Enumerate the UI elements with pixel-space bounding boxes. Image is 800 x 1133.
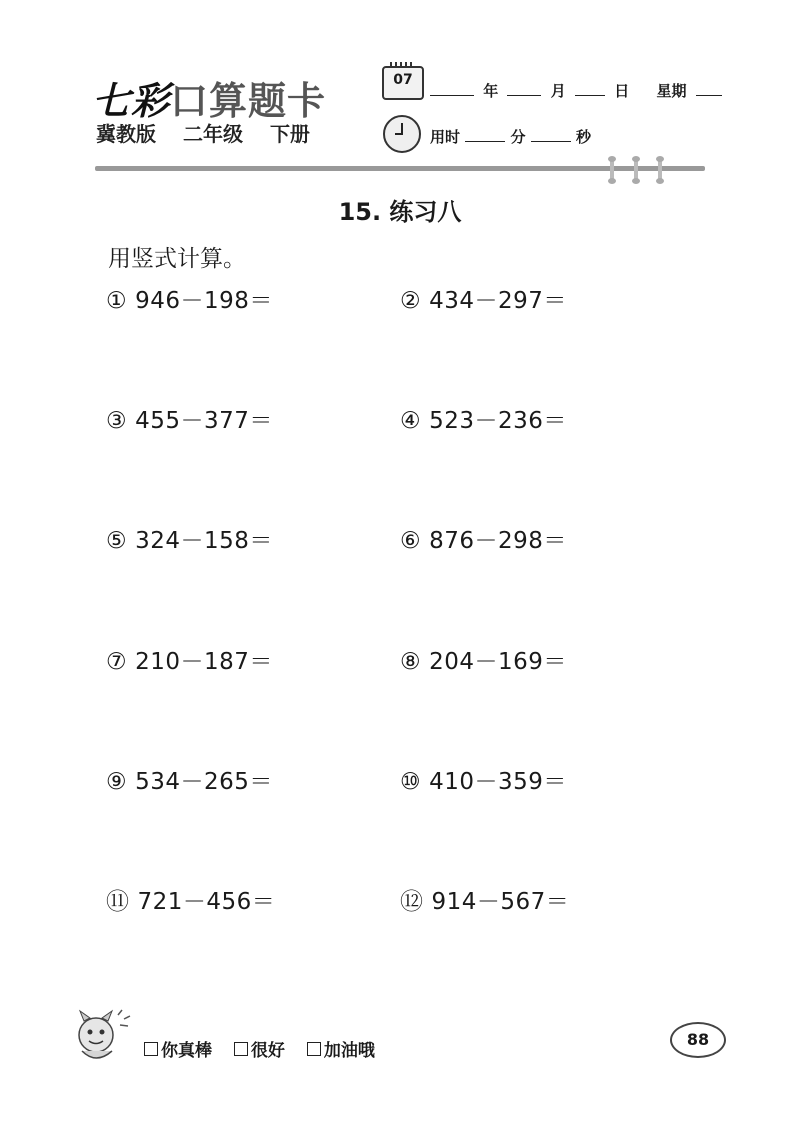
date-fill-row <box>430 80 722 101</box>
rating-label: 你真棒 <box>161 1041 212 1061</box>
problem-number: ⑩ <box>400 769 422 795</box>
problem-expression: 455－377＝ <box>135 408 273 434</box>
year-label: 年 <box>483 82 499 100</box>
rating-option-good[interactable] <box>234 1036 285 1061</box>
rating-label: 加油哦 <box>323 1041 375 1061</box>
problem-expression: 410－359＝ <box>429 769 567 795</box>
problem-expression: 946－198＝ <box>135 288 273 314</box>
clock-icon <box>383 115 421 153</box>
mascot-icon <box>70 1005 140 1067</box>
seconds-blank[interactable] <box>531 127 571 142</box>
problem-expression: 324－158＝ <box>135 528 273 554</box>
edition-label: 冀教版 <box>96 122 156 146</box>
problem-number: ② <box>400 288 422 314</box>
problem-item <box>106 402 273 435</box>
problem-item <box>400 522 567 555</box>
problem-item <box>106 763 273 796</box>
problem-expression: 721－456＝ <box>137 889 276 915</box>
problem-number: ⑨ <box>106 769 128 795</box>
problem-expression: 210－187＝ <box>135 649 273 675</box>
minutes-blank[interactable] <box>465 127 505 142</box>
day-label: 日 <box>614 82 630 100</box>
problem-number: ⑪ <box>106 889 130 915</box>
problem-number: ⑦ <box>106 649 128 675</box>
problem-number: ③ <box>106 408 128 434</box>
checkbox-icon[interactable] <box>234 1042 248 1056</box>
problem-item <box>106 282 273 315</box>
rating-option-great[interactable] <box>144 1036 212 1061</box>
page-number: 88 <box>670 1022 726 1058</box>
minutes-label: 分 <box>510 128 526 146</box>
problem-expression: 534－265＝ <box>135 769 273 795</box>
problem-item <box>106 883 275 916</box>
month-blank[interactable] <box>507 81 541 96</box>
grade-label: 二年级 <box>182 122 243 146</box>
problem-number: ⑤ <box>106 528 128 554</box>
self-rating-row <box>144 1036 391 1061</box>
calendar-day: 07 <box>393 72 413 88</box>
time-used-label: 用时 <box>430 128 461 146</box>
problem-item <box>400 402 567 435</box>
brand-title-part2: 口算题卡 <box>170 79 327 123</box>
problem-expression: 523－236＝ <box>429 408 567 434</box>
problem-number: ⑧ <box>400 649 422 675</box>
checkbox-icon[interactable] <box>307 1042 321 1056</box>
problem-expression: 434－297＝ <box>429 288 567 314</box>
problem-number: ⑥ <box>400 528 422 554</box>
day-blank[interactable] <box>575 81 605 96</box>
instruction-text: 用竖式计算。 <box>108 246 246 272</box>
problem-item <box>400 282 567 315</box>
problem-item <box>106 522 273 555</box>
problem-item <box>400 883 569 916</box>
binder-rings-icon <box>608 158 668 182</box>
problem-number: ① <box>106 288 128 314</box>
lesson-title: 15. 练习八 <box>338 198 462 226</box>
book-subtitle <box>96 118 330 147</box>
rating-label: 很好 <box>250 1041 285 1061</box>
weekday-label: 星期 <box>656 82 687 100</box>
problem-expression: 204－169＝ <box>429 649 567 675</box>
brand-title <box>92 70 326 125</box>
problem-item <box>400 643 567 676</box>
time-fill-row <box>430 126 591 147</box>
weekday-blank[interactable] <box>696 81 722 96</box>
year-blank[interactable] <box>430 81 474 96</box>
volume-label: 下册 <box>269 122 310 146</box>
seconds-label: 秒 <box>575 128 591 146</box>
problem-item <box>400 763 567 796</box>
problem-number: ⑫ <box>400 889 424 915</box>
calendar-icon <box>382 66 424 100</box>
problem-item <box>106 643 273 676</box>
brand-title-part1: 七彩 <box>92 78 171 123</box>
checkbox-icon[interactable] <box>144 1042 158 1056</box>
month-label: 月 <box>550 82 566 100</box>
problem-number: ④ <box>400 408 422 434</box>
problem-expression: 914－567＝ <box>431 889 570 915</box>
problem-expression: 876－298＝ <box>429 528 567 554</box>
rating-option-keep-going[interactable] <box>307 1036 375 1061</box>
